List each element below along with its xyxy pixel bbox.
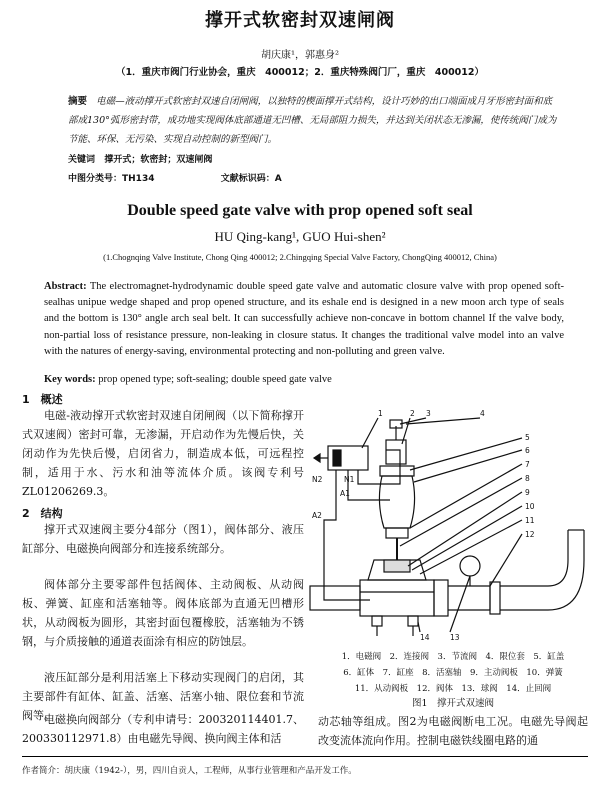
solenoid-coil-shape <box>333 450 341 466</box>
section-1-heading: 1 概述 <box>22 393 63 406</box>
paragraph-2 <box>22 520 304 558</box>
legend-row: 6．缸体 7．缸座 8．活塞轴 9．主动阀板 10．弹簧 <box>343 668 563 678</box>
inlet-pipe-shape <box>310 586 360 610</box>
paragraph-1-text: 电磁-液动撑开式软密封双速自闭闸阀（以下简称撑开式双速阀）密封可靠，无渗漏，开启动作为先慢后快，关闭动作为先快后慢，启闭省力，制造成本低，可远程控制，适用于水、污水和油等流体介质。该阀专利号ZL01206269.3。 <box>22 409 304 498</box>
fig-label-7: 7 <box>525 460 530 469</box>
paragraph-1 <box>22 406 304 501</box>
fig-label-n2: N2 <box>312 475 323 484</box>
fig-label-6: 6 <box>525 446 530 455</box>
cn-doc-label: 文献标识码： <box>220 174 275 184</box>
footnote-divider <box>22 756 588 757</box>
fig-label-9: 9 <box>525 488 530 497</box>
fig-label-2: 2 <box>410 410 415 418</box>
fig-label-8: 8 <box>525 474 530 483</box>
outlet-pipe-lower-shape <box>500 530 584 610</box>
fig-label-13: 13 <box>450 633 460 642</box>
fig-label-n1: N1 <box>344 475 355 484</box>
fig-label-a2: A2 <box>312 511 322 520</box>
fig-label-11: 11 <box>525 516 535 525</box>
cn-authors: 胡庆康¹，郭惠身² <box>260 50 340 61</box>
ball-valve-shape <box>460 556 480 576</box>
arrow-left-icon <box>314 454 320 462</box>
cn-class-value: TH134 <box>122 174 155 184</box>
en-keywords: prop opened type; soft-sealing; double speed gate valve <box>98 374 332 385</box>
cn-affiliation: （1．重庆市阀门行业协会，重庆 400012；2．重庆特殊阀门厂，重庆 400012） <box>115 67 485 78</box>
section-2-heading: 2 结构 <box>22 507 63 520</box>
fig-label-a1: A1 <box>340 489 350 498</box>
en-abstract-text: The electromagnet-hydrodynamic double speed gate valve and automatic closure valve with prop opened soft-sealhas unipue wedge shaped and prop opened structure, and its eshale end is designed in a new moon arch type of seals and the bottom is 130° angle arch seal belt. It can successfully achieve non-concave in bottom channel If the valve body, non-partial loss of resistance pressure, non-leaking in closure status. It changes the traditional valve model into an valve with the natures of energy-saving, environmental protecting and non-polluting and green valve. <box>44 281 564 357</box>
paragraph-3 <box>22 575 304 651</box>
cn-abstract-text: 电磁—液动撑开式软密封双速自闭闸阀，以独特的楔面撑开式结构，设计巧妙的出口端面成月牙形密封面和底部成130°弧形密封带，成功地实现阀体底部通道无凹槽、无局部阻力损失，并达到关闭状态无渗漏，使传统阀门成为节能、环保、无污染、实现自动控制的新型阀门。 <box>68 96 557 145</box>
en-abstract <box>44 279 564 360</box>
en-authors: HU Qing-kang¹, GUO Hui-shen² <box>214 229 386 244</box>
lower-valve-left-shape <box>372 616 382 626</box>
legend-row: 1．电磁阀 2．连接阀 3．节流阀 4．限位套 5．缸盖 <box>341 652 565 662</box>
cn-abstract <box>68 92 560 149</box>
fig-label-1: 1 <box>378 410 383 418</box>
cn-title: 撑开式软密封双速闸阀 <box>205 10 395 31</box>
lower-valve-right-shape <box>408 616 418 626</box>
cylinder-cap-shape <box>380 466 414 476</box>
en-keywords-line <box>44 374 564 385</box>
fig-label-5: 5 <box>525 433 530 442</box>
cn-keywords-line <box>68 152 212 165</box>
cn-abstract-label: 摘要 <box>68 96 88 107</box>
cn-class-line <box>68 171 282 184</box>
fig-label-10: 10 <box>525 502 535 511</box>
valve-body-shape <box>360 580 434 616</box>
fig-label-3: 3 <box>426 410 431 418</box>
cylinder-seat-shape <box>386 528 408 538</box>
legend-row: 11．从动阀板 12．阀体 13．球阀 14．止回阀 <box>354 684 552 694</box>
flange-shape <box>434 580 448 616</box>
check-valve-body-shape <box>448 586 490 610</box>
figure-1-valve-diagram <box>300 410 590 642</box>
figure-1-legend <box>318 649 588 697</box>
paragraph-3-text: 阀体部分主要零部件包括阀体、主动阀板、从动阀板、弹簧、缸座和活塞轴等。阀体底部为直通无凹槽形状，从动阀板为圆形，其密封面包覆橡胶，活塞轴为不锈钢，与介质接触的通道表面涂有相应的防蚀层。 <box>22 578 304 648</box>
top-fitting-shape <box>386 440 406 464</box>
fig-label-12: 12 <box>525 530 535 539</box>
cn-doc-value: A <box>274 174 282 184</box>
en-title: Double speed gate valve with prop opened soft seal <box>127 202 473 219</box>
fig-label-14: 14 <box>420 633 430 642</box>
figure-1-caption: 图1 撑开式双速阀 <box>411 698 495 709</box>
en-abstract-label: Abstract: <box>44 281 87 292</box>
paragraph-4-text: 液压缸部分是利用活塞上下移动实现阀门的启闭，其主要部件有缸体、缸盖、活塞、活塞小轴、限位套和节流阀等。 <box>22 671 304 722</box>
paragraph-5 <box>22 710 304 748</box>
fig-label-4: 4 <box>480 410 485 418</box>
paragraph-2-text: 撑开式双速阀主要分4部分（图1），阀体部分、液压缸部分、电磁换向阀部分和连接系统部分。 <box>22 523 304 555</box>
en-affiliation: (1.Chognqing Valve Institute, Chong Qing 400012; 2.Chingqing Special Valve Factory, ChongQing 400012, China) <box>103 252 497 262</box>
cn-keywords-label: 关键词 <box>68 155 96 165</box>
author-footnote: 作者简介：胡庆康（1942-），男，四川自贡人，工程师，从事行业管理和产品开发工作。 <box>22 766 357 776</box>
cn-class-label: 中图分类号： <box>68 174 123 184</box>
flange-right-shape <box>490 582 500 614</box>
cn-keywords: 撑开式；软密封；双速闸阀 <box>104 155 213 165</box>
en-keywords-label: Key words: <box>44 374 96 385</box>
valve-plate-shape <box>384 560 410 572</box>
paragraph-5-text: 电磁换向阀部分（专利申请号：200320114401.7、200330112971.8）由电磁先导阀、换向阀主体和活 <box>22 713 304 745</box>
right-column-paragraph: 动芯轴等组成。图2为电磁阀断电工况。电磁先导阀起改变流体流向作用。控制电磁铁线圈电路的通 <box>318 715 588 747</box>
